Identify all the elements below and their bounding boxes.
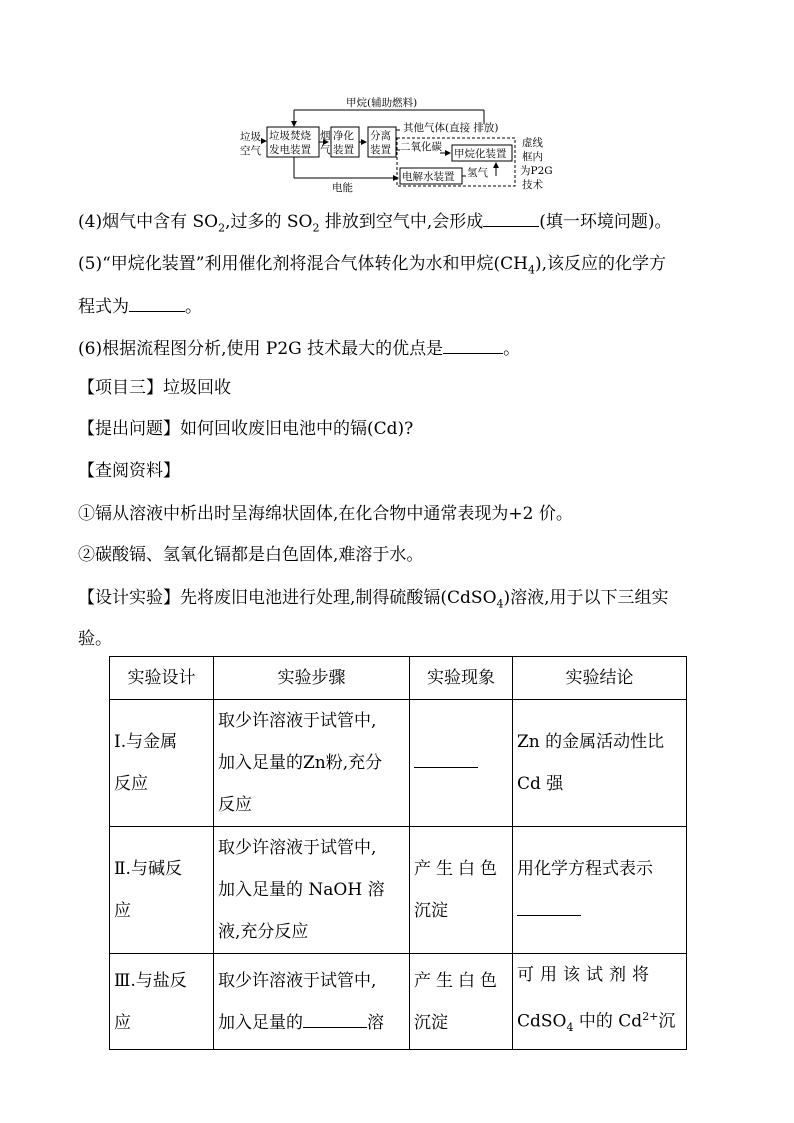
table-row: Ⅰ.与金属 反应 取少许溶液于试管中, 加入足量的Zn粉,充分 反应 Zn 的金属活动性比 Cd 强	[110, 700, 687, 827]
question-5-line2: 程式为 。	[78, 297, 202, 317]
svg-text:装置: 装置	[333, 144, 354, 156]
hydrogen-label: 氢气	[467, 167, 488, 179]
fact-2: ②碳酸镉、氢氧化镉都是白色固体,难溶于水。	[78, 545, 424, 565]
fact-1: ①镉从溶液中析出时呈海绵状固体,在化合物中通常表现为+2 价。	[78, 504, 573, 524]
question-5: (5)“甲烷化装置”利用催化剂将混合气体转化为水和甲烷$(CH_4)$,该反应的化学方	[78, 254, 666, 277]
answer-blank-phenomenon[interactable]	[414, 751, 478, 768]
input-air: 空气	[240, 145, 261, 157]
answer-blank-q4[interactable]	[483, 210, 539, 227]
svg-text:净化: 净化	[333, 130, 354, 142]
answer-blank-equation[interactable]	[517, 899, 581, 916]
answer-blank-reagent[interactable]	[303, 1011, 367, 1028]
input-garbage: 垃圾	[240, 131, 261, 143]
p2g-flow-diagram	[0, 0, 794, 200]
lookup-heading: 【查阅资料】	[78, 461, 180, 481]
header-steps: 实验步骤	[214, 657, 410, 700]
svg-text:分离: 分离	[370, 130, 391, 142]
answer-blank-q6[interactable]	[443, 337, 503, 354]
other-gas-label: 其他气体(直接 排放)	[403, 122, 499, 134]
header-phenomenon: 实验现象	[410, 657, 513, 700]
table-header-row	[110, 657, 687, 700]
flue-gas-label-1: 烟	[320, 130, 331, 142]
project3-heading: 【项目三】垃圾回收	[78, 378, 231, 398]
svg-text:电解水装置: 电解水装置	[402, 171, 455, 183]
svg-text:装置: 装置	[370, 144, 391, 156]
electricity-label: 电能	[332, 182, 353, 194]
note-line-2: 框内	[522, 151, 543, 163]
raise-question: 【提出问题】如何回收废旧电池中的镉(Cd)?	[78, 419, 414, 439]
note-line-4: 技术	[522, 179, 543, 191]
design-experiment: 【设计实验】先将废旧电池进行处理,制得硫酸镉(CdSO$_4$)溶液,用于以下三组实	[78, 588, 669, 611]
svg-text:垃圾焚烧: 垃圾焚烧	[269, 130, 311, 142]
question-6: (6)根据流程图分析,使用 P2G 技术最大的优点是 。	[78, 339, 521, 359]
note-line-1: 虚线	[522, 137, 543, 149]
svg-text:发电装置: 发电装置	[269, 144, 311, 156]
flue-gas-label-2: 气	[320, 144, 331, 156]
header-conclusion: 实验结论	[513, 657, 687, 700]
svg-text:甲烷化装置: 甲烷化装置	[454, 148, 507, 160]
question-4: (4)烟气中含有 $SO_2$,过多的 $SO_2$ 排放到空气中,会形成 (填一环境问题)。	[78, 212, 672, 235]
co2-label: 二氧化碳	[400, 141, 442, 153]
note-line-3: 为P2G	[520, 165, 553, 177]
methane-label: 甲烷(辅助燃料)	[346, 97, 418, 109]
table-row: Ⅲ.与盐反 应 取少许溶液于试管中, 加入足量的 溶 产生白色 沉淀 可用该试剂将 CdSO$_4$ 中的 $Cd^{2+}$沉	[110, 954, 687, 1050]
design-experiment-line2: 验。	[78, 629, 112, 649]
answer-blank-q5[interactable]	[129, 295, 185, 312]
experiment-table	[109, 656, 687, 1050]
header-design: 实验设计	[110, 657, 214, 700]
table-row: Ⅱ.与碱反 应 取少许溶液于试管中, 加入足量的 NaOH 溶 液,充分反应 产生白色 沉淀 用化学方程式表示	[110, 827, 687, 954]
